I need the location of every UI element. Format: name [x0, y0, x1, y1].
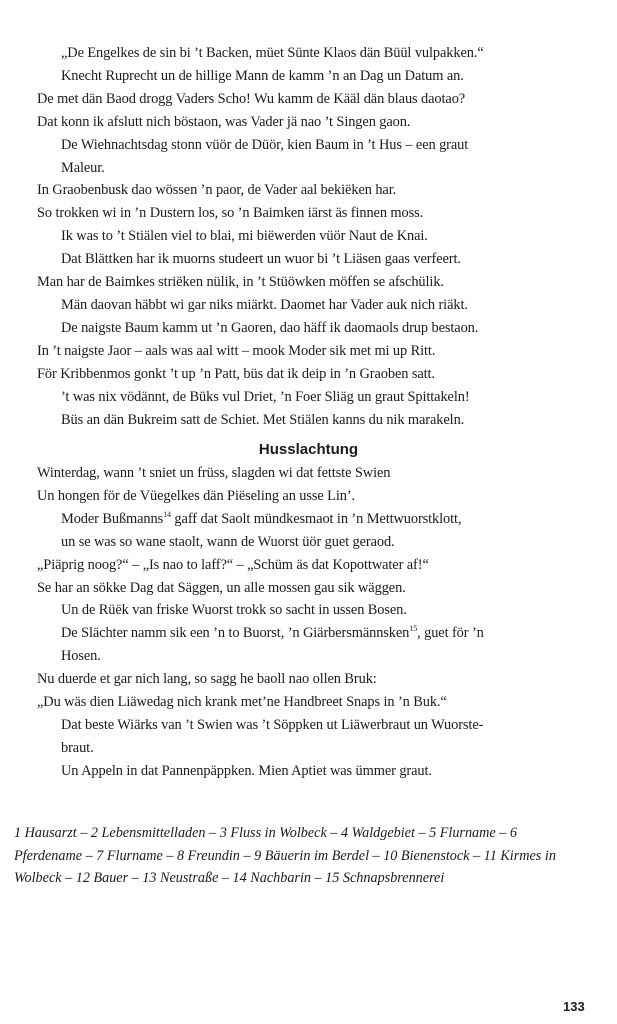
verse-line: [37, 760, 587, 783]
poem-husslachtung: [37, 462, 587, 783]
verse-line: Män daovan häbbt wi gar niks miärkt. Daomet har Vader auk nich riäkt.: [61, 296, 468, 313]
verse-line: In ’t naigste Jaor – aals was aal witt – mook Moder sik met mi up Ritt.: [37, 342, 436, 359]
verse-line: [37, 485, 587, 508]
verse-line: Man har de Baimkes striëken nülik, in ’t Stüöwken möffen se afschülik.: [37, 274, 444, 291]
verse-text: gaff dat Saolt mündkesmaot in ’n Mettwuorstklott,: [170, 510, 462, 527]
footnote-marker: 14: [163, 509, 171, 519]
verse-line: De naigste Baum kamm ut ’n Gaoren, dao häff ik daomaols drup bestaon.: [61, 319, 479, 336]
verse-text: un se was so wane staolt, wann de Wuorst üör guet geraod.: [61, 533, 395, 550]
verse-text: Un Appeln in dat Pannenpäppken. Mien Aptiet was ümmer graut.: [61, 762, 432, 779]
section-heading: Husslachtung: [258, 441, 359, 458]
verse-line: Büs an dän Bukreim satt de Schiet. Met Stiälen kanns du nik marakeln.: [61, 411, 465, 428]
verse-text: De Slächter namm sik een ’n to Buorst, ’n Giärbersmännsken: [61, 625, 410, 642]
verse-line: So trokken wi in ’n Dustern los, so ’n Baimken iärst äs finnen moss.: [37, 205, 424, 222]
verse-text: Moder Bußmanns: [61, 510, 164, 527]
verse-line: De Wiehnachtsdag stonn vüör de Düör, kien Baum in ’t Hus – een graut: [61, 136, 469, 153]
verse-text: Nu duerde et gar nich lang, so sagg he baoll nao ollen Bruk:: [37, 671, 377, 688]
verse-text: braut.: [61, 739, 94, 756]
poem-first: [37, 42, 587, 431]
verse-line: [37, 691, 587, 714]
verse-text: „Du wäs dien Liäwedag nich krank met’ne Handbreet Snaps in ’n Buk.“: [37, 694, 447, 711]
footnotes: 1 Hausarzt – 2 Lebensmittelladen – 3 Fluss in Wolbeck – 4 Waldgebiet – 5 Flurname – 6 Pferdename – 7 Flurname – 8 Freundin – 9 Bäuerin im Berdel – 10 Bienenstock – 11 Kirmes in Wolbeck – 12 Bauer – 13 Neustraße – 14 Nachbarin – 15 Schnapsbrennerei: [14, 825, 556, 886]
verse-line: [37, 714, 587, 737]
verse-line: Maleur.: [61, 159, 105, 176]
page-number: 133: [563, 999, 585, 1014]
verse-line: [37, 577, 587, 600]
verse-line: [37, 599, 587, 622]
verse-text: Se har an sökke Dag dat Säggen, un alle mossen gau sik wäggen.: [37, 579, 406, 596]
verse-line: Dat konn ik afslutt nich böstaon, was Vader jä nao ’t Singen gaon.: [37, 113, 411, 130]
verse-line: Ik was to ’t Stiälen viel to blai, mi biëwerden vüör Naut de Knai.: [61, 228, 428, 245]
verse-line: [37, 645, 587, 668]
verse-line: [37, 554, 587, 577]
verse-text: , guet för ’n: [417, 625, 484, 642]
verse-text: Un hongen för de Vüegelkes dän Piëseling an usse Lin’.: [37, 487, 356, 504]
verse-line: De met dän Baod drogg Vaders Scho! Wu kamm de Kääl dän blaus daotao?: [37, 90, 466, 107]
verse-line: [37, 462, 587, 485]
verse-line: För Kribbenmos gonkt ’t up ’n Patt, büs dat ik deip in ’n Graoben satt.: [37, 365, 435, 382]
verse-line: [37, 622, 587, 645]
verse-line: In Graobenbusk dao wössen ’n paor, de Vader aal bekiëken har.: [37, 182, 397, 199]
verse-line: Dat Blättken har ik muorns studeert un wuor bi ’t Liäsen gaas verfeert.: [61, 251, 461, 268]
verse-line: „De Engelkes de sin bi ’t Backen, müet Sünte Klaos dän Büül vulpakken.“: [61, 45, 484, 61]
verse-text: Dat beste Wiärks van ’t Swien was ’t Söppken ut Liäwerbraut un Wuorste-: [61, 716, 484, 733]
verse-line: [37, 737, 587, 760]
verse-line: ’t was nix vödännt, de Büks vul Driet, ’n Foer Sliäg un graut Spittakeln!: [61, 388, 470, 405]
verse-text: „Piäprig noog?“ – „Is nao to laff?“ – „Schüm äs dat Kopottwater af!“: [37, 556, 429, 573]
verse-line: [37, 508, 587, 531]
verse-line: [37, 531, 587, 554]
verse-text: Hosen.: [61, 648, 101, 665]
verse-text: Winterdag, wann ’t sniet un früss, slagden wi dat fettste Swien: [37, 465, 391, 481]
footnote-marker: 15: [409, 624, 418, 634]
verse-line: [37, 668, 587, 691]
verse-text: Un de Rüëk van friske Wuorst trokk so sacht in ussen Bosen.: [61, 602, 407, 619]
verse-line: Knecht Ruprecht un de hillige Mann de kamm ’n an Dag un Datum an.: [61, 67, 464, 84]
